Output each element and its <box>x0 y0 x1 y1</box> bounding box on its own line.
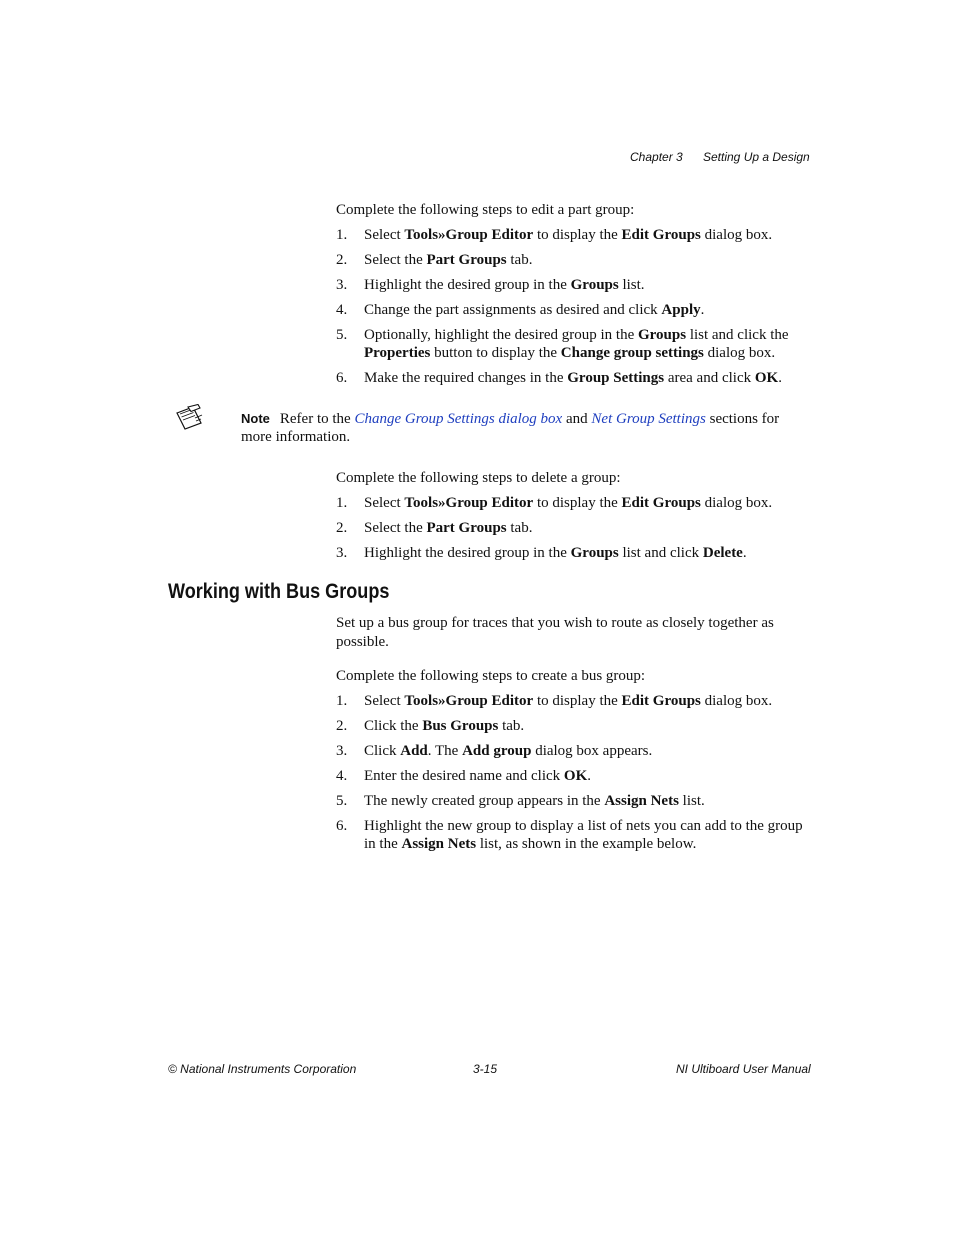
step-text: Highlight the desired group in the <box>364 277 571 293</box>
ui-term: Edit Groups <box>621 693 701 709</box>
ui-term: Change group settings <box>560 345 704 361</box>
ui-term: Part Groups <box>426 252 507 268</box>
step-text: Select the <box>364 520 427 536</box>
step-item <box>336 326 806 362</box>
step-text: Highlight the new group to display a list of nets you can add to the group in the <box>364 818 803 852</box>
step-number: 1. <box>336 495 348 511</box>
step-text: area and click <box>664 370 755 386</box>
step-text: Click the <box>364 718 423 734</box>
step-number: 5. <box>336 793 348 809</box>
step-text: tab. <box>506 252 533 268</box>
step-item <box>336 276 806 294</box>
step-number: 3. <box>336 743 348 759</box>
ui-term: Bus Groups <box>422 718 499 734</box>
edit-intro: Complete the following steps to edit a part group: <box>336 202 635 218</box>
step-item <box>336 226 806 244</box>
link-change-group-settings[interactable]: Change Group Settings dialog box <box>354 411 563 427</box>
step-text: list. <box>678 793 705 809</box>
step-text: Click <box>364 743 401 759</box>
step-item <box>336 817 806 853</box>
step-text: Enter the desired name and click <box>364 768 564 784</box>
header-chapter: Chapter 3 <box>630 150 683 164</box>
edit-steps-list <box>336 226 806 394</box>
step-item <box>336 544 806 562</box>
ui-term: Groups <box>570 545 619 561</box>
ui-term: Part Groups <box>426 520 507 536</box>
ui-term: Groups <box>637 327 687 343</box>
step-text: Select the <box>364 252 427 268</box>
ui-term: Assign Nets <box>604 793 679 809</box>
step-text: dialog box. <box>700 495 773 511</box>
section-heading-bus-groups: Working with Bus Groups <box>168 580 390 603</box>
note-text-after: sections for more information. <box>241 411 780 445</box>
step-text: The newly created group appears in the <box>364 793 605 809</box>
delete-intro: Complete the following steps to delete a group: <box>336 470 621 486</box>
step-text: . <box>700 302 705 318</box>
step-text: dialog box. <box>703 345 776 361</box>
step-number: 3. <box>336 277 348 293</box>
step-item <box>336 369 806 387</box>
step-text: Make the required changes in the <box>364 370 568 386</box>
ui-term: Add group <box>462 743 532 759</box>
ui-term: Tools»Group Editor <box>404 227 534 243</box>
step-text: list and click <box>618 545 703 561</box>
link-net-group-settings[interactable]: Net Group Settings <box>591 411 706 427</box>
step-text: . <box>742 545 747 561</box>
step-text: button to display the <box>430 345 561 361</box>
step-text: tab. <box>506 520 533 536</box>
delete-steps-list <box>336 494 806 569</box>
step-item <box>336 519 806 537</box>
note-pad-icon <box>174 404 204 432</box>
note-text-before: Refer to the <box>279 411 355 427</box>
ui-term: Edit Groups <box>621 227 701 243</box>
step-text: Select <box>364 693 405 709</box>
step-number: 2. <box>336 252 348 268</box>
step-text: list, as shown in the example below. <box>476 836 697 852</box>
step-text: Select <box>364 495 405 511</box>
footer-manual-title: NI Ultiboard User Manual <box>676 1062 811 1076</box>
step-item <box>336 792 806 810</box>
step-item <box>336 742 806 760</box>
step-item <box>336 692 806 710</box>
step-text: Change the part assignments as desired and click <box>364 302 662 318</box>
footer-page-number: 3-15 <box>473 1062 498 1076</box>
step-text: list and click the <box>686 327 789 343</box>
ui-term: Delete <box>702 545 743 561</box>
step-number: 4. <box>336 768 348 784</box>
step-item <box>336 717 806 735</box>
header-section: Setting Up a Design <box>703 150 810 164</box>
step-text: Optionally, highlight the desired group in the <box>364 327 638 343</box>
note-text-mid: and <box>562 411 592 427</box>
ui-term: Edit Groups <box>621 495 701 511</box>
footer-copyright: © National Instruments Corporation <box>168 1062 357 1076</box>
ui-term: Group Settings <box>567 370 665 386</box>
step-item <box>336 494 806 512</box>
step-number: 1. <box>336 227 348 243</box>
step-text: Select <box>364 227 405 243</box>
step-item <box>336 301 806 319</box>
step-number: 4. <box>336 302 348 318</box>
ui-term: Apply <box>661 302 701 318</box>
ui-term: OK <box>754 370 779 386</box>
step-number: 3. <box>336 545 348 561</box>
ui-term: Add <box>400 743 428 759</box>
ui-term: Groups <box>570 277 619 293</box>
step-text: dialog box. <box>700 693 773 709</box>
step-number: 5. <box>336 327 348 343</box>
step-text: tab. <box>498 718 525 734</box>
step-number: 2. <box>336 718 348 734</box>
step-item <box>336 767 806 785</box>
step-text: list. <box>618 277 645 293</box>
step-number: 1. <box>336 693 348 709</box>
note-block <box>241 410 806 446</box>
step-text: to display the <box>533 693 622 709</box>
bus-intro: Complete the following steps to create a bus group: <box>336 668 646 684</box>
step-number: 6. <box>336 370 348 386</box>
step-text: . <box>587 768 592 784</box>
ui-term: Tools»Group Editor <box>404 693 534 709</box>
bus-description: Set up a bus group for traces that you wish to route as closely together as possible. <box>336 615 774 650</box>
ui-term: OK <box>563 768 588 784</box>
step-text: Highlight the desired group in the <box>364 545 571 561</box>
step-item <box>336 251 806 269</box>
ui-term: Assign Nets <box>401 836 477 852</box>
ui-term: Tools»Group Editor <box>404 495 534 511</box>
ui-term: Properties <box>364 345 431 361</box>
bus-steps-list <box>336 692 806 860</box>
step-number: 6. <box>336 818 348 834</box>
step-text: dialog box. <box>700 227 773 243</box>
step-text: to display the <box>533 227 622 243</box>
step-text: to display the <box>533 495 622 511</box>
step-text: . <box>778 370 782 386</box>
step-text: dialog box appears. <box>531 743 653 759</box>
step-number: 2. <box>336 520 348 536</box>
step-text: . The <box>427 743 463 759</box>
note-label: Note <box>241 411 270 426</box>
